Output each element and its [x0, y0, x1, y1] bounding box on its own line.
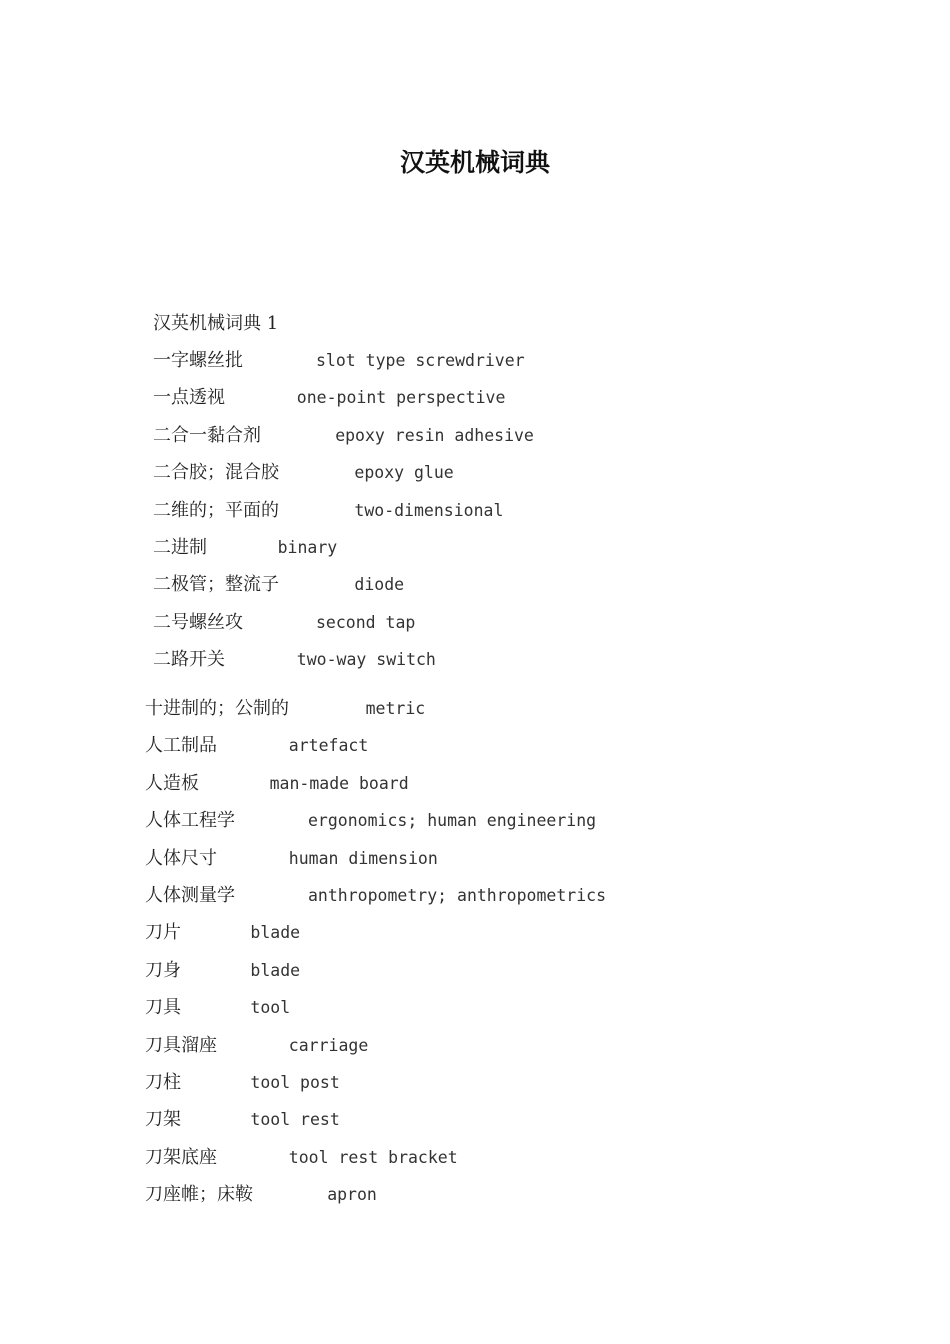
entry-english-term: two-way switch	[296, 650, 436, 670]
entry-chinese-term: 二合胶；混合胶	[153, 462, 279, 484]
entry-english-term: two-dimensional	[354, 500, 504, 520]
entry-english-term: artefact	[288, 736, 369, 756]
entry-chinese-term: 二合一黏合剂	[153, 424, 261, 446]
entry-chinese-term: 人体工程学	[145, 810, 235, 832]
entry-english-term: slot type screwdriver	[316, 351, 525, 370]
entry-english-term: ergonomics; human engineering	[308, 811, 597, 831]
entry-chinese-term: 人体尺寸	[145, 847, 217, 869]
entry-chinese-term: 刀片	[145, 922, 181, 944]
entry-chinese-term: 二极管；整流子	[153, 574, 279, 596]
entry-chinese-term: 十进制的；公制的	[145, 698, 289, 719]
entry-chinese-term: 一字螺丝批	[153, 350, 243, 371]
entry-chinese-term: 刀身	[145, 959, 181, 981]
entry-english-term: man-made board	[269, 773, 409, 793]
entry-english-term: diode	[354, 575, 405, 595]
section-heading: 汉英机械词典 1	[153, 313, 279, 334]
entry-chinese-term: 二号螺丝攻	[153, 611, 243, 633]
entry-chinese-term: 二路开关	[153, 649, 225, 671]
entry-chinese-term: 刀架底座	[145, 1146, 217, 1168]
entry-english-term: blade	[250, 960, 301, 980]
entry-english-term: epoxy glue	[354, 463, 454, 483]
entry-english-term: metric	[365, 699, 426, 718]
entry-chinese-term: 刀具溜座	[145, 1034, 217, 1056]
entry-english-term: apron	[327, 1185, 377, 1205]
entry-chinese-term: 刀具	[145, 997, 181, 1019]
entry-chinese-term: 人体测量学	[145, 885, 235, 906]
entry-chinese-term: 刀座帷；床鞍	[145, 1184, 253, 1206]
entry-chinese-term: 二维的；平面的	[153, 499, 279, 521]
entry-english-term: one-point perspective	[296, 388, 506, 408]
entry-english-term: tool	[250, 998, 291, 1018]
entry-english-term: anthropometry; anthropometrics	[308, 886, 607, 905]
entry-english-term: human dimension	[288, 848, 438, 868]
entry-english-term: binary	[277, 538, 338, 557]
entry-english-term: tool rest	[250, 1110, 340, 1130]
entry-english-term: tool rest bracket	[288, 1147, 458, 1167]
entry-english-term: second tap	[316, 612, 416, 632]
entry-english-term: carriage	[288, 1035, 369, 1055]
entry-chinese-term: 人造板	[145, 772, 199, 794]
entry-chinese-term: 刀柱	[145, 1072, 181, 1093]
entry-english-term: blade	[250, 923, 301, 943]
entry-chinese-term: 人工制品	[145, 735, 217, 757]
page-title: 汉英机械词典	[399, 148, 550, 177]
entry-chinese-term: 刀架	[145, 1109, 181, 1131]
entry-chinese-term: 二进制	[153, 537, 207, 558]
entry-english-term: tool post	[250, 1073, 340, 1092]
entry-english-term: epoxy resin adhesive	[335, 425, 534, 445]
entry-chinese-term: 一点透视	[153, 387, 225, 409]
